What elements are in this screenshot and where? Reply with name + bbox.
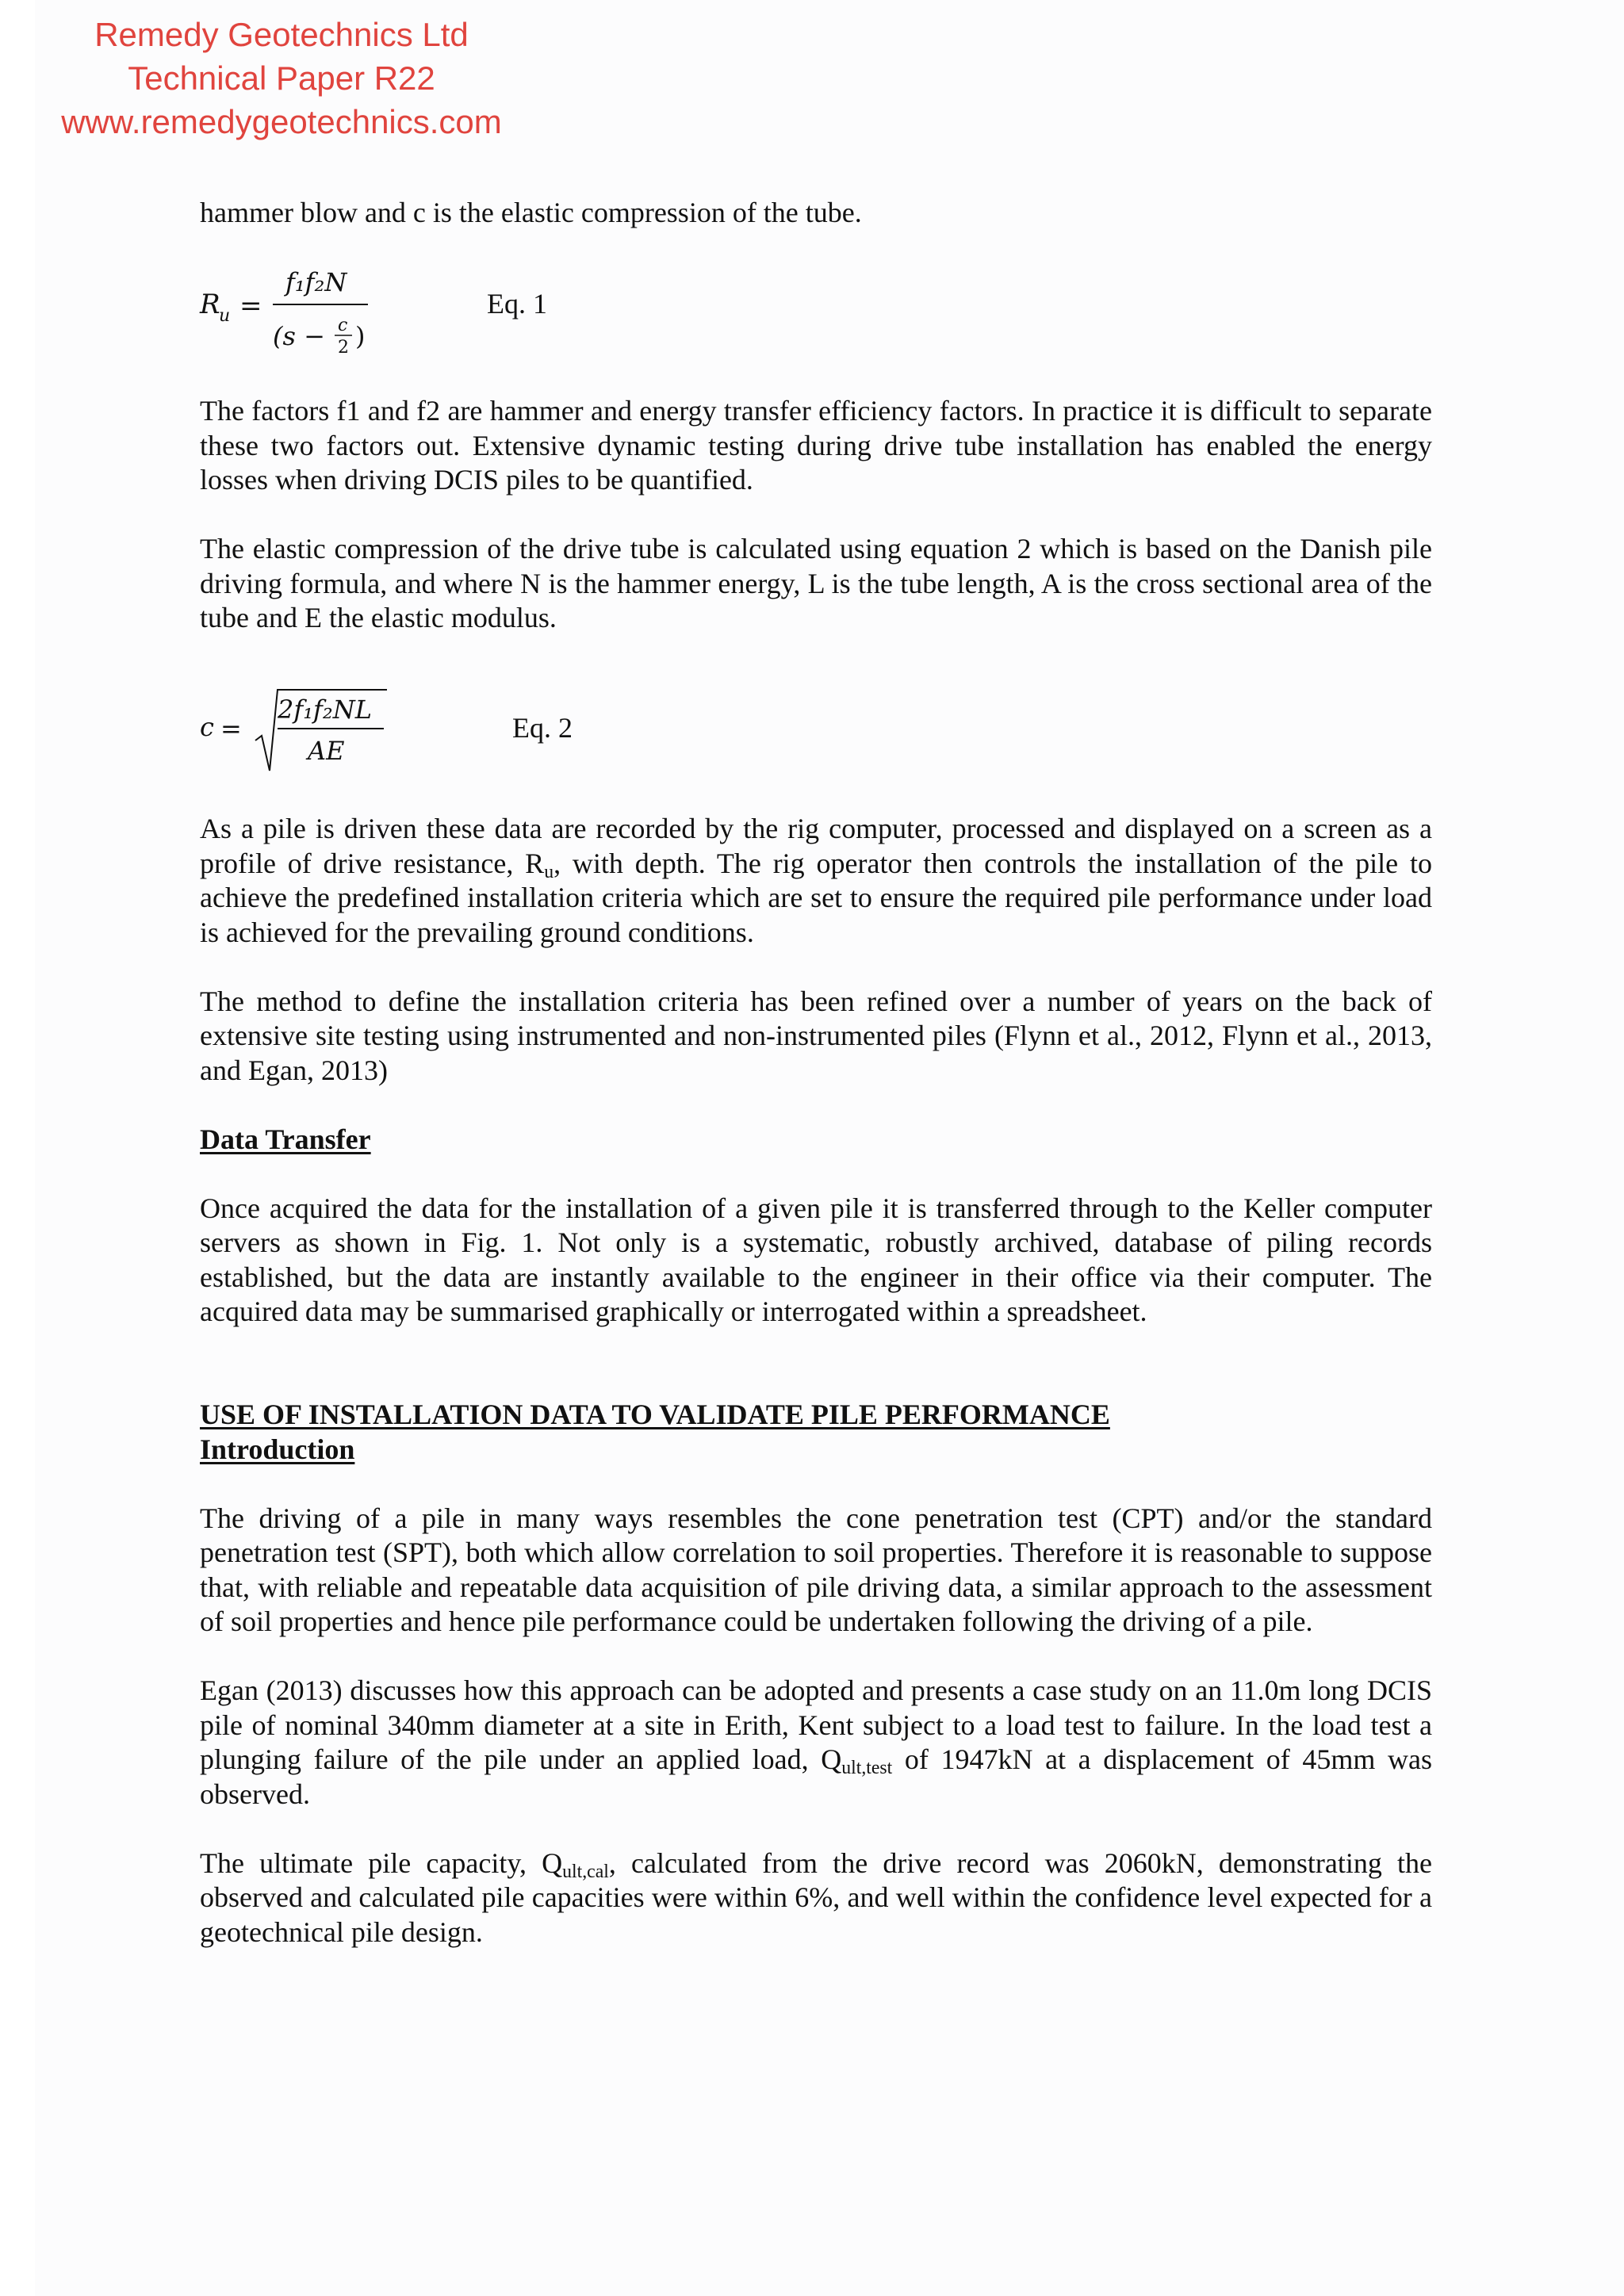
- heading-data-transfer: Data Transfer: [200, 1123, 371, 1155]
- website-link[interactable]: www.remedygeotechnics.com: [61, 103, 502, 140]
- company-name: Remedy Geotechnics Ltd: [94, 16, 469, 53]
- eq2-numerator: 2f₁f₂NL: [278, 695, 372, 725]
- eq1-label: Eq. 1: [487, 288, 547, 320]
- ultimate-capacity-text-b: , calculated from the drive record was 2060kN, demonstrating the observed and calculated pile capacities were within 6%, and well within the confidence level expected for a geotechnical pile design.: [200, 1846, 1433, 1948]
- case-study-text-a: Egan (2013) discusses how this approach can be adopted and presents a case study on an 11.0m long DCIS pile of nominal 340mm diameter at a site in Erith, Kent subject to a load test to failure. In the load test a plunging failure of the pile under an applied load, Q: [200, 1674, 1432, 1775]
- q-ult-test-subscript: ult,test: [841, 1757, 893, 1778]
- drive-resistance-text-a: As a pile is driven these data are recorded by the rig computer, processed and displayed on a screen as a profile of drive resistance, R: [200, 813, 1432, 879]
- eq2-denominator: AE: [308, 736, 345, 766]
- header-watermark: [8, 13, 555, 144]
- paragraph-data-transfer: Once acquired the data for the installation of a given pile it is transferred through to the Keller computer servers as shown in Fig. 1. Not only is a systematic, robustly archived, database of piling records established, but the data are instantly available to the engineer in their office via their computer. The acquired data may be summarised graphically or interrogated within a spreadsheet.: [200, 1192, 1432, 1327]
- paragraph-elastic-compression: The elastic compression of the drive tube is calculated using equation 2 which is based on the Danish pile driving formula, and where N is the hammer energy, L is the tube length, A is the cross sectional area of the tube and E the elastic modulus.: [200, 533, 1432, 633]
- eq1-denominator-right: ): [355, 321, 366, 351]
- eq1-lhs: R: [200, 289, 220, 320]
- eq2-label: Eq. 2: [512, 712, 573, 744]
- q-ult-cal-subscript: ult,cal: [562, 1861, 609, 1882]
- ultimate-capacity-text-a: The ultimate pile capacity, Q: [200, 1846, 563, 1879]
- ru-subscript: u: [544, 861, 554, 882]
- eq2-equals: =: [220, 714, 242, 744]
- heading-section-validation: USE OF INSTALLATION DATA TO VALIDATE PILE PERFORMANCE: [200, 1399, 1110, 1430]
- eq1-inner-numerator: c: [338, 316, 348, 335]
- eq2-lhs: c: [200, 712, 214, 742]
- paragraph-installation-criteria: The method to define the installation criteria has been refined over a number of years on the back of extensive site testing using instrumented and non-instrumented piles (Flynn et al., 2012, Flynn et al., 2013, and Egan, 2013): [200, 985, 1432, 1086]
- case-study-text-b: of 1947kN at a displacement of 45mm was observed.: [200, 1743, 1432, 1810]
- eq1-lhs-subscript: u: [219, 306, 231, 326]
- eq1-denominator-left: (s −: [273, 321, 325, 351]
- paragraph-intro-line: hammer blow and c is the elastic compression of the tube.: [200, 197, 862, 228]
- eq1-numerator: f₁f₂N: [285, 267, 347, 297]
- eq1-inner-denominator: 2: [338, 338, 349, 358]
- paragraph-cpt-spt: The driving of a pile in many ways resembles the cone penetration test (CPT) and/or the standard penetration test (SPT), both which allow correlation to soil properties. Therefore it is reasonable to suppose that, with reliable and repeatable data acquisition of pile driving data, a similar approach to the assessment of soil properties and hence pile performance could be undertaken following the driving of a pile.: [200, 1502, 1432, 1637]
- eq1-equals: =: [239, 290, 262, 322]
- equation-1-formula: [197, 258, 387, 365]
- paragraph-efficiency-factors: The factors f1 and f2 are hammer and energy transfer efficiency factors. In practice it is difficult to separate these two factors out. Extensive dynamic testing during drive tube installation has enabled the energy losses when driving DCIS piles to be quantified.: [200, 395, 1432, 496]
- paragraph-drive-resistance: [200, 812, 1432, 950]
- drive-resistance-text-b: , with depth. The rig operator then controls the installation of the pile to achieve the predefined installation criteria which are set to ensure the required pile performance under load is achieved for the prevailing ground conditions.: [200, 847, 1432, 948]
- paper-number: Technical Paper R22: [128, 59, 435, 97]
- paragraph-ultimate-capacity: [200, 1846, 1432, 1950]
- paragraph-case-study: [200, 1674, 1432, 1812]
- equation-2-formula: [197, 682, 395, 777]
- heading-introduction: Introduction: [200, 1433, 355, 1465]
